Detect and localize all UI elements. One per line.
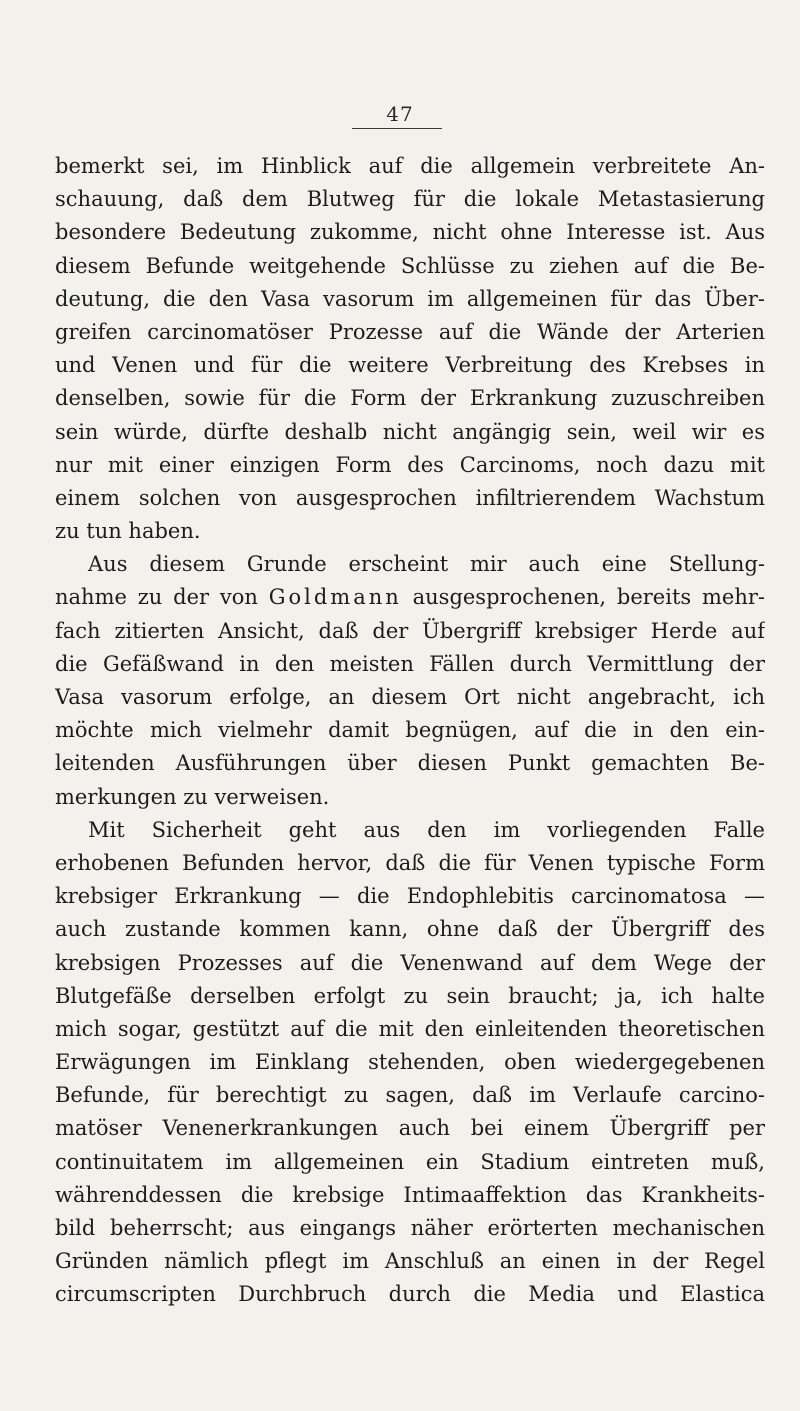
- page-number: 47: [386, 102, 414, 126]
- text-line: matöser Venenerkrankungen auch bei einem Übergriff per: [55, 1116, 765, 1141]
- text-line: fach zitierten Ansicht, daß der Übergriff krebsiger Herde auf: [55, 618, 765, 643]
- text-line: Blutgefäße derselben erfolgt zu sein braucht; ja, ich halte: [55, 983, 765, 1008]
- text-line-with-name: [55, 581, 765, 614]
- text-line: zu tun haben.: [55, 519, 201, 544]
- text-line: und Venen und für die weitere Verbreitung des Krebses in: [55, 353, 765, 378]
- text-line: leitenden Ausführungen über diesen Punkt gemachten Be-: [55, 751, 765, 776]
- text-line: krebsigen Prozesses auf die Venenwand auf dem Wege der: [55, 950, 765, 975]
- text-line: möchte mich vielmehr damit begnügen, auf die in den ein-: [55, 718, 765, 743]
- text-line: schauung, daß dem Blutweg für die lokale Metastasierung: [55, 187, 765, 212]
- text-line: Erwägungen im Einklang stehenden, oben wiedergegebenen: [55, 1050, 765, 1075]
- text-line: merkungen zu verweisen.: [55, 784, 330, 809]
- page-number-underline: [352, 128, 442, 129]
- text-line: währenddessen die krebsige Intimaaffektion das Krankheits-: [55, 1182, 765, 1207]
- text-line: Befunde, für berechtigt zu sagen, daß im Verlaufe carcino-: [55, 1083, 765, 1108]
- text-line: Aus diesem Grunde erscheint mir auch eine Stellung-: [88, 552, 765, 577]
- text-line: circumscripten Durchbruch durch die Media und Elastica: [55, 1282, 765, 1307]
- text-line: continuitatem im allgemeinen ein Stadium eintreten muß,: [55, 1149, 765, 1174]
- text-line: die Gefäßwand in den meisten Fällen durch Vermittlung der: [55, 651, 765, 676]
- text-line: diesem Befunde weitgehende Schlüsse zu ziehen auf die Be-: [55, 253, 765, 278]
- text-line: einem solchen von ausgesprochen infiltrierendem Wachstum: [55, 485, 765, 510]
- text-segment: nahme zu der von: [55, 585, 269, 610]
- text-line: krebsiger Erkrankung — die Endophlebitis carcinomatosa —: [55, 884, 765, 909]
- text-line: bild beherrscht; aus eingangs näher erörterten mechanischen: [55, 1216, 765, 1240]
- text-line: greifen carcinomatöser Prozesse auf die Wände der Arterien: [55, 319, 765, 344]
- text-line: mich sogar, gestützt auf die mit den einleitenden theoretischen: [55, 1016, 765, 1041]
- text-line: nur mit einer einzigen Form des Carcinoms, noch dazu mit: [55, 452, 765, 477]
- text-line: deutung, die den Vasa vasorum im allgemeinen für das Über-: [55, 286, 765, 311]
- text-line: Gründen nämlich pflegt im Anschluß an einen in der Regel: [55, 1249, 765, 1274]
- text-segment: ausgesprochenen, bereits mehr-: [401, 585, 765, 610]
- text-line: besondere Bedeutung zukomme, nicht ohne Interesse ist. Aus: [55, 220, 765, 245]
- text-line: Mit Sicherheit geht aus den im vorliegenden Falle: [88, 817, 765, 842]
- text-line: auch zustande kommen kann, ohne daß der Übergriff des: [55, 917, 765, 942]
- author-name: Goldmann: [268, 585, 402, 610]
- text-line: denselben, sowie für die Form der Erkrankung zuzuschreiben: [55, 386, 765, 411]
- text-line: Vasa vasorum erfolge, an diesem Ort nicht angebracht, ich: [55, 685, 765, 709]
- text-line: sein würde, dürfte deshalb nicht angängig sein, weil wir es: [55, 419, 765, 444]
- text-line: erhobenen Befunden hervor, daß die für Venen typische Form: [55, 850, 765, 875]
- body-text: [55, 150, 765, 1312]
- text-line: bemerkt sei, im Hinblick auf die allgemein verbreitete An-: [55, 154, 765, 178]
